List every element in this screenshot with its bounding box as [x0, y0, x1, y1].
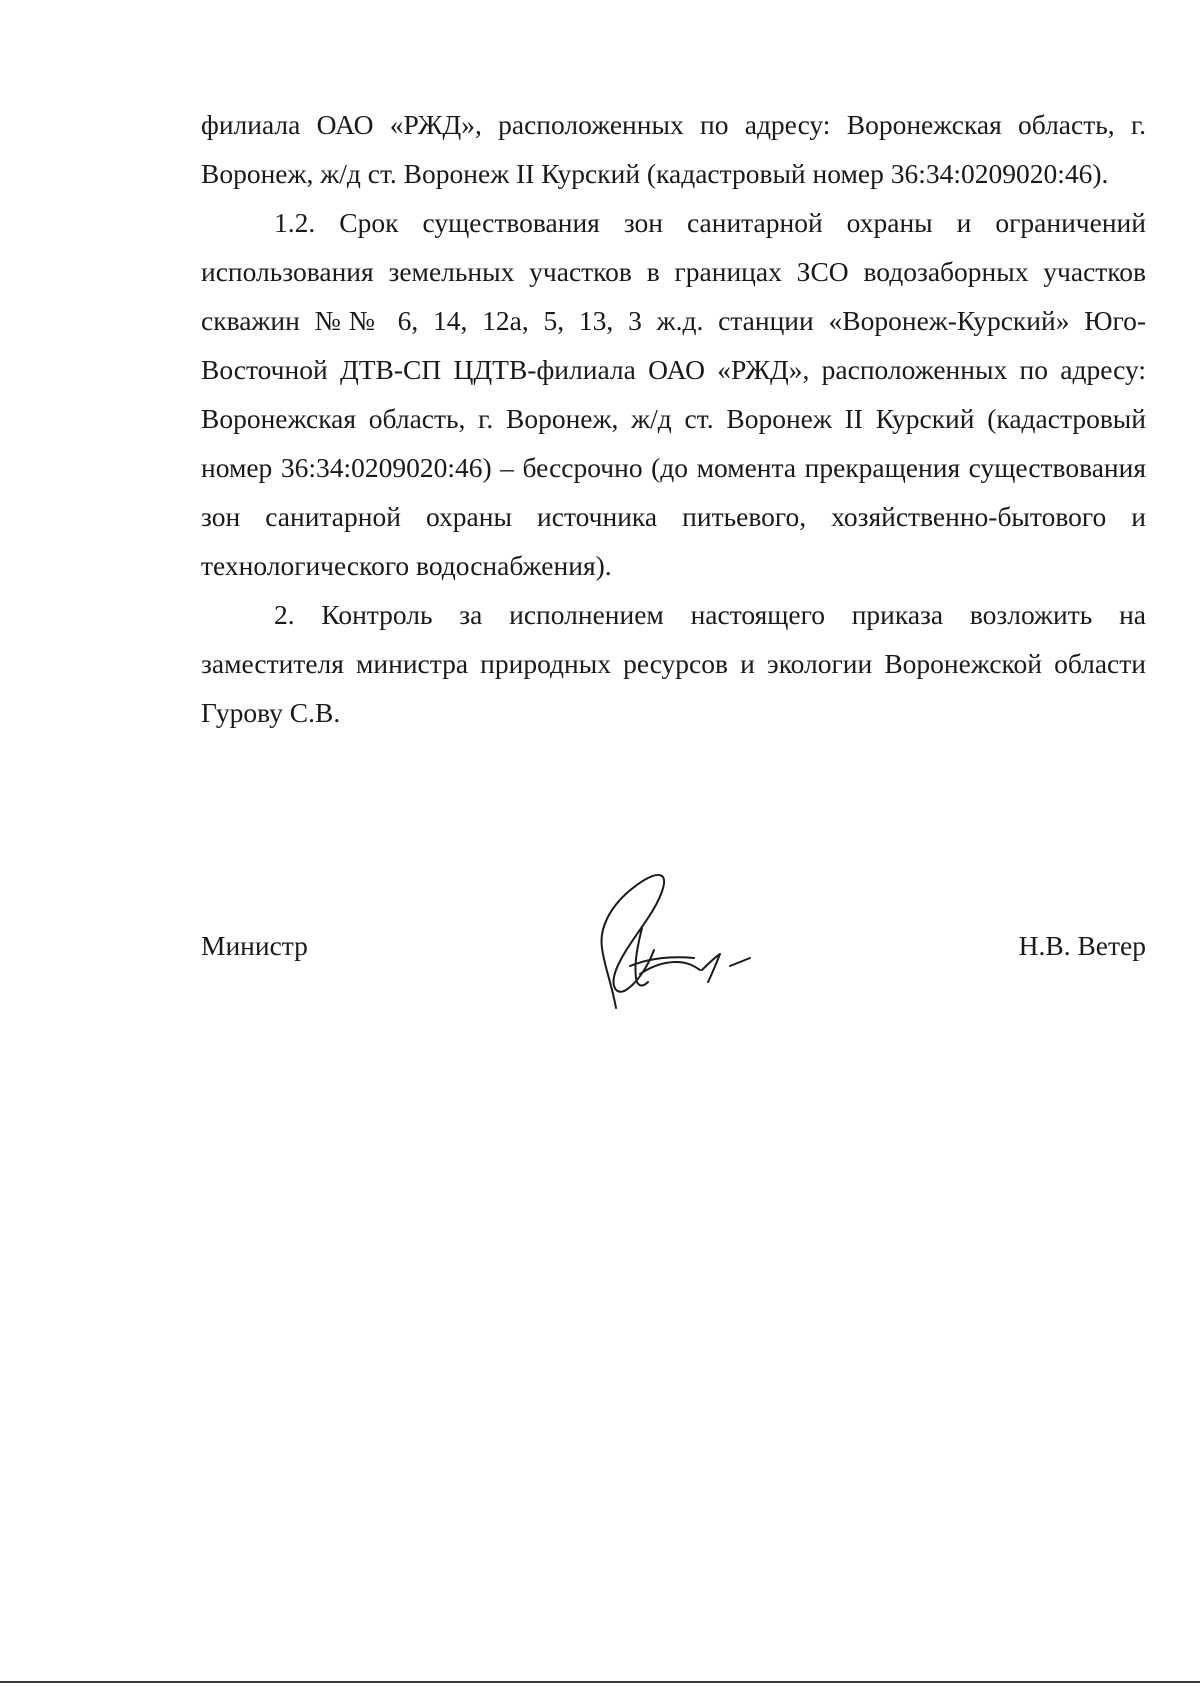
signatory-title: Министр — [201, 930, 308, 961]
paragraph-continuation: филиала ОАО «РЖД», расположенных по адресу: Воронежская область, г. Воронеж, ж/д ст. Воронеж II Курский (кадастровый номер 36:34:0209020:46). — [201, 109, 1146, 189]
paragraph-2: 2. Контроль за исполнением настоящего приказа возложить на заместителя министра природных ресурсов и экологии Воронежской области Гурову С.В. — [201, 599, 1146, 728]
page-bottom-border — [0, 1681, 1200, 1683]
paragraph-1-2: 1.2. Срок существования зон санитарной охраны и ограничений использования земельных участков в границах ЗСО водозаборных участков скважин №№ 6, 14, 12а, 5, 13, 3 ж.д. станции «Воронеж-Курский» Юго-Восточной ДТВ-СП ЦДТВ-филиала ОАО «РЖД», расположенных по адресу: Воронежская область, г. Воронеж, ж/д ст. Воронеж II Курский (кадастровый номер 36:34:0209020:46) – бессрочно (до момента прекращения существования зон санитарной охраны источника питьевого, хозяйственно-бытового и технологического водоснабжения). — [201, 207, 1146, 581]
signatory-name: Н.В. Ветер — [1018, 930, 1146, 961]
handwritten-signature — [590, 870, 765, 1010]
document-body — [201, 100, 1146, 737]
